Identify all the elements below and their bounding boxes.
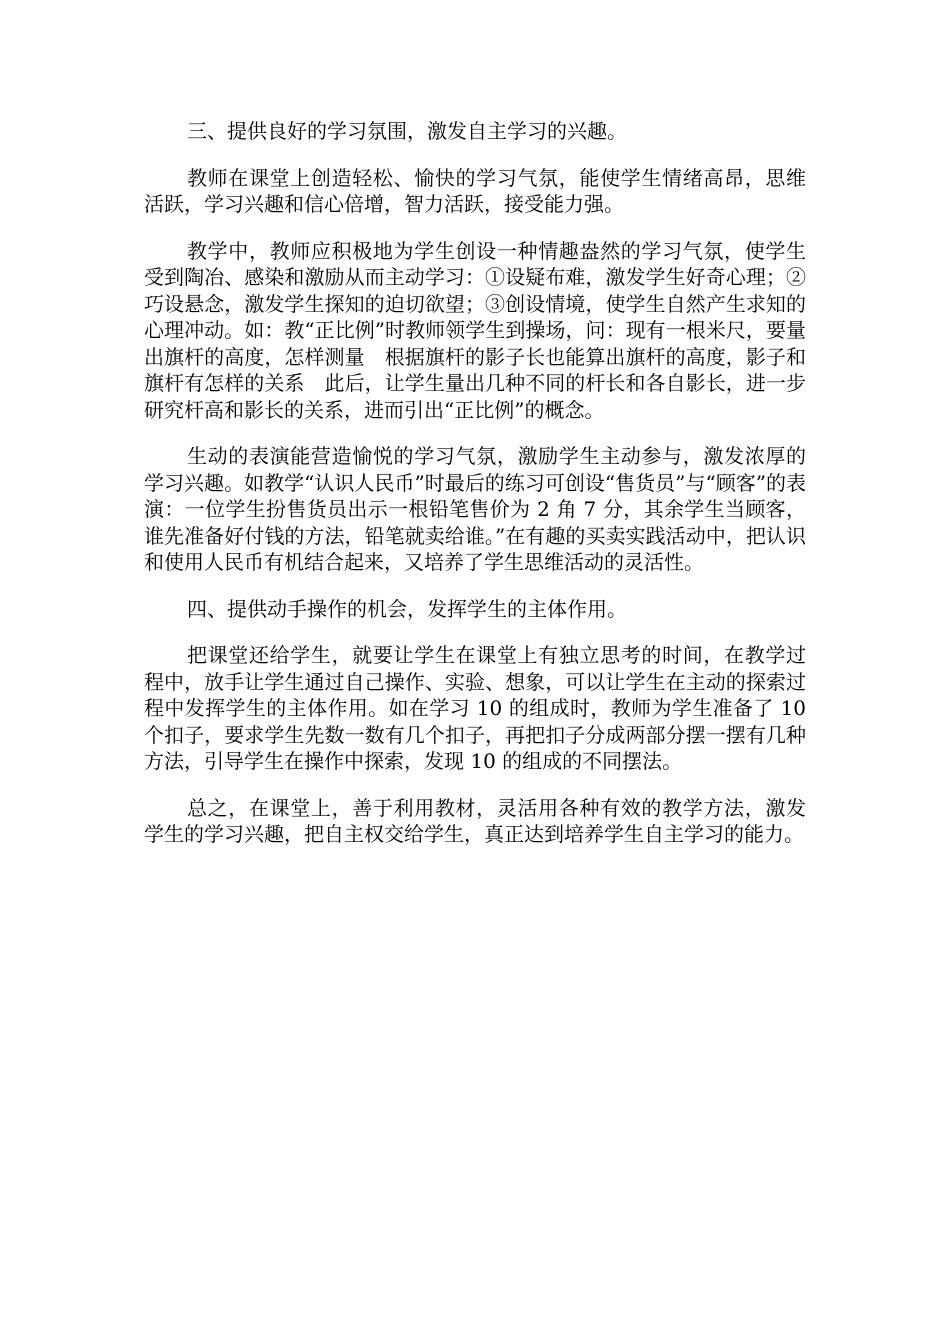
paragraph-performance: 生动的表演能营造愉悦的学习气氛，激励学生主动参与，激发浓厚的学习兴趣。如教学“认识人民币”时最后的练习可创设“售货员”与“顾客”的表演：一位学生扮售货员出示一根铅笔售价为 2 角 7 分，其余学生当顾客，谁先准备好付钱的方法，铅笔就卖给谁。”在有趣的买卖实践活动中，把认识和使用人民币有机结合起来，又培养了学生思维活动的灵活性。	[144, 444, 806, 574]
paragraph-hands-on: 把课堂还给学生，就要让学生在课堂上有独立思考的时间，在教学过程中，放手让学生通过自己操作、实验、想象，可以让学生在主动的探索过程中发挥学生的主体作用。如在学习 10 的组成时，教师为学生准备了 10 个扣子，要求学生先数一数有几个扣子，再把扣子分成两部分摆一摆有几种方法，引导学生在操作中探索，发现 10 的组成的不同摆法。	[144, 643, 806, 773]
document-page	[144, 118, 806, 868]
paragraph-atmosphere: 教师在课堂上创造轻松、愉快的学习气氛，能使学生情绪高昂，思维活跃，学习兴趣和信心倍增，智力活跃，接受能力强。	[144, 165, 806, 216]
paragraph-teaching-methods: 教学中，教师应积极地为学生创设一种情趣盎然的学习气氛，使学生受到陶冶、感染和激励从而主动学习：①设疑布难，激发学生好奇心理；②巧设悬念，激发学生探知的迫切欲望；③创设情境，使学生自然产生求知的心理冲动。如：教“正比例”时教师领学生到操场，问：现有一根米尺，要量出旗杆的高度，怎样测量 根据旗杆的影子长也能算出旗杆的高度，影子和旗杆有怎样的关系 此后，让学生量出几种不同的杆长和各自影长，进一步研究杆高和影长的关系，进而引出“正比例”的概念。	[144, 238, 806, 422]
section-heading-four: 四、提供动手操作的机会，发挥学生的主体作用。	[187, 596, 627, 621]
paragraph-conclusion: 总之，在课堂上，善于利用教材，灵活用各种有效的教学方法，激发学生的学习兴趣，把自主权交给学生，真正达到培养学生自主学习的能力。	[144, 795, 806, 846]
section-heading-three: 三、提供良好的学习氛围，激发自主学习的兴趣。	[187, 119, 627, 143]
